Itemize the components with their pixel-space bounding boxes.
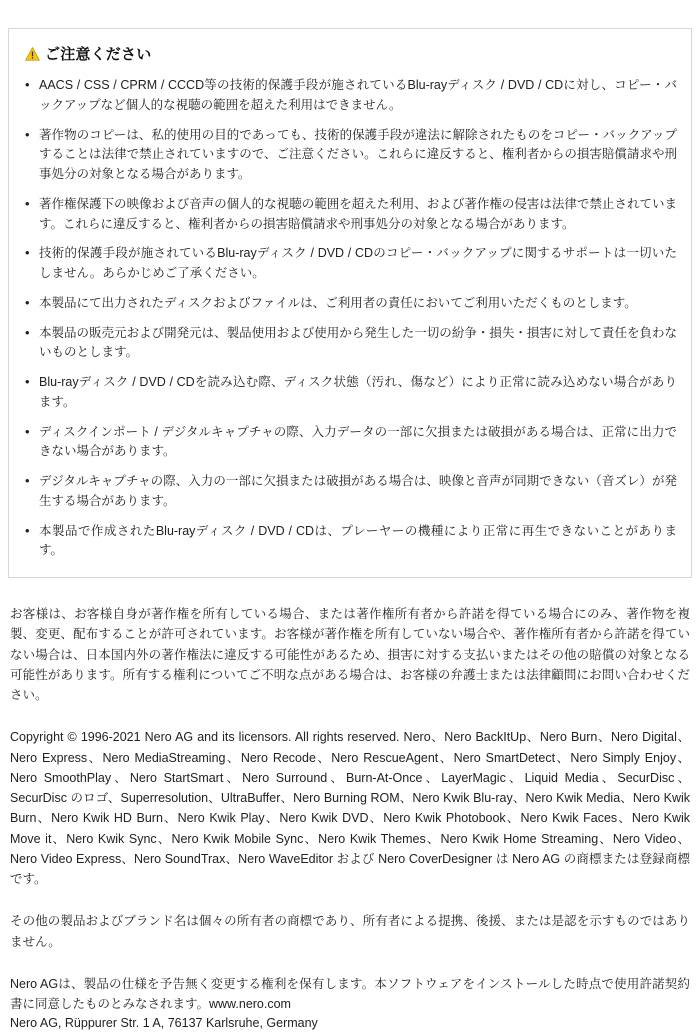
notice-item: • 本製品で作成されたBlu-rayディスク / DVD / CDは、プレーヤーの機種により正常に再生できないことがあります。 bbox=[23, 522, 677, 562]
notice-item: • 著作権保護下の映像および音声の個人的な視聴の範囲を超えた利用、および著作権の侵害は法律で禁止されています。これらに違反すると、権利者からの損害賠償請求や刑事処分の対象となる場合があります。 bbox=[23, 195, 677, 235]
warning-triangle-icon bbox=[25, 47, 40, 61]
trademark-paragraph: その他の製品およびブランド名は個々の所有者の商標であり、所有者による提携、後援、または是認を示すものではありません。 bbox=[10, 914, 690, 949]
notice-item: • Blu-rayディスク / DVD / CDを読み込む際、ディスク状態（汚れ、傷など）により正常に読み込めない場合があります。 bbox=[23, 373, 677, 413]
notice-item: • 著作物のコピーは、私的使用の目的であっても、技術的保護手段が違法に解除されたものをコピー・バックアップすることは法律で禁止されていますので、ご注意ください。これらに違反すると、権利者からの損害賠償請求や刑事処分の対象となる場合があります。 bbox=[23, 126, 677, 185]
notice-item: • 本製品の販売元および開発元は、製品使用および使用から発生した一切の紛争・損失・損害に対して責任を負わないものとします。 bbox=[23, 324, 677, 364]
notice-title bbox=[25, 43, 677, 64]
notice-title-text: ご注意ください bbox=[45, 46, 152, 63]
spacer-before-spec bbox=[0, 952, 700, 974]
notice-item: • AACS / CSS / CPRM / CCCD等の技術的保護手段が施されているBlu-rayディスク / DVD / CDに対し、コピー・バックアップなど個人的な視聴の範囲を超えた利用はできません。 bbox=[23, 76, 677, 116]
notice-box bbox=[8, 28, 692, 578]
notice-item: • 技術的保護手段が施されているBlu-rayディスク / DVD / CDのコピー・バックアップに関するサポートは一切いたしません。あらかじめご了承ください。 bbox=[23, 244, 677, 284]
top-spacer bbox=[0, 0, 700, 28]
notice-item: • ディスクインポート / デジタルキャプチャの際、入力データの一部に欠損または破損がある場合は、正常に出力できない場合があります。 bbox=[23, 423, 677, 463]
notice-item: • デジタルキャプチャの際、入力の一部に欠損または破損がある場合は、映像と音声が同期できない（音ズレ）が発生する場合があります。 bbox=[23, 472, 677, 512]
spacer-before-trademark bbox=[0, 889, 700, 911]
spacer-after-notice bbox=[0, 578, 700, 604]
copyright-paragraph: Copyright © 1996-2021 Nero AG and its licensors. All rights reserved. Nero、Nero BackItUp、Nero Burn、Nero Digital、Nero Express、Nero MediaStreaming、Nero Recode、Nero RescueAgent、Nero SmartDetect、Nero Simply Enjoy、Nero SmoothPlay、Nero StartSmart、Nero Surround、Burn-At-Once、LayerMagic、Liquid Media、SecurDisc、SecurDisc のロゴ、Superresolution、UltraBuffer、Nero Burning ROM、Nero Kwik Blu-ray、Nero Kwik Media、Nero Kwik Burn、Nero Kwik HD Burn、Nero Kwik Play、Nero Kwik DVD、Nero Kwik Photobook、Nero Kwik Faces、Nero Kwik Move it、Nero Kwik Sync、Nero Kwik Mobile Sync、Nero Kwik Themes、Nero Kwik Home Streaming、Nero Video、Nero Video Express、Nero SoundTrax、Nero WaveEditor および Nero CoverDesigner は Nero AG の商標または登録商標です。 bbox=[10, 730, 690, 886]
company-address: Nero AG, Rüppurer Str. 1 A, 76137 Karlsruhe, Germany bbox=[10, 1016, 318, 1031]
spacer-before-copyright bbox=[0, 705, 700, 727]
notice-list bbox=[23, 76, 677, 561]
rights-paragraph: お客様は、お客様自身が著作権を所有している場合、または著作権所有者から許諾を得ている場合にのみ、著作物を複製、変更、配布することが許可されています。お客様が著作権を所有していない場合や、著作権所有者から許諾を得ていない場合は、日本国内外の著作権法に違反する可能性があるため、損害に対する支払いまたはその他の賠償の対象となる可能性があります。所有する権利についてご不明な点がある場合は、お客様の弁護士または法律顧問にお問い合わせください。 bbox=[10, 607, 690, 702]
notice-item: • 本製品にて出力されたディスクおよびファイルは、ご利用者の責任においてご利用いただくものとします。 bbox=[23, 294, 677, 314]
spec-paragraph: Nero AGは、製品の仕様を予告無く変更する権利を保有します。本ソフトウェアをインストールした時点で使用許諾契約書に同意したものとみなされます。www.nero.com bbox=[10, 976, 690, 1011]
